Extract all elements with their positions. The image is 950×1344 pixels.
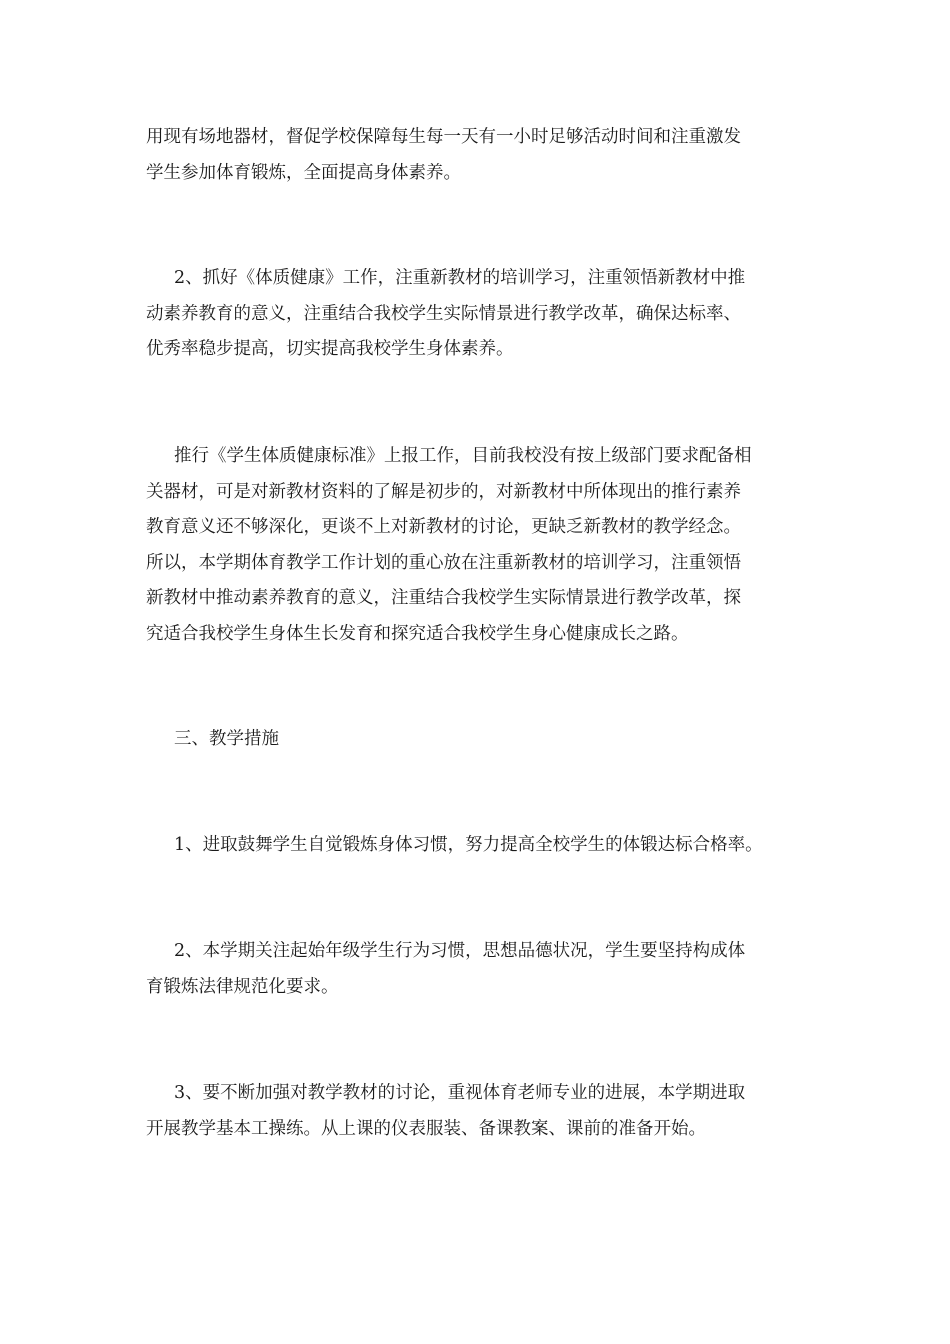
paragraph-line: 关器材，可是对新教材资料的了解是初步的，对新教材中所体现出的推行素养 [146, 481, 741, 502]
paragraph-line: 2、抓好《体质健康》工作，注重新教材的培训学习，注重领悟新教材中推 [174, 268, 746, 288]
paragraph-line: 新教材中推动素养教育的意义，注重结合我校学生实际情景进行教学改革，探 [146, 588, 741, 608]
paragraph-6 [146, 1076, 806, 1147]
paragraph-line: 究适合我校学生身体生长发育和探究适合我校学生身心健康成长之路。 [146, 623, 689, 644]
paragraph-line: 优秀率稳步提高，切实提高我校学生身体素养。 [146, 339, 514, 359]
paragraph-line: 所以，本学期体育教学工作计划的重心放在注重新教材的培训学习，注重领悟 [146, 552, 741, 573]
paragraph-1 [146, 120, 806, 191]
paragraph-line: 用现有场地器材，督促学校保障每生每一天有一小时足够活动时间和注重激发 [146, 127, 741, 147]
section-heading-text: 三、教学措施 [174, 729, 279, 749]
paragraph-line: 育锻炼法律规范化要求。 [146, 976, 339, 997]
paragraph-line: 推行《学生体质健康标准》上报工作，目前我校没有按上级部门要求配备相 [174, 446, 752, 466]
paragraph-2 [146, 261, 806, 368]
paragraph-line: 教育意义还不够深化，更谈不上对新教材的讨论，更缺乏新教材的教学经念。 [146, 517, 741, 537]
paragraph-5 [146, 934, 806, 1005]
section-heading [146, 722, 806, 758]
paragraph-line: 动素养教育的意义，注重结合我校学生实际情景进行教学改革，确保达标率、 [146, 303, 741, 324]
paragraph-line: 1、进取鼓舞学生自觉锻炼身体习惯，努力提高全校学生的体锻达标合格率。 [174, 835, 763, 855]
paragraph-line: 开展教学基本工操练。从上课的仪表服装、备课教案、课前的准备开始。 [146, 1118, 706, 1139]
paragraph-3 [146, 439, 806, 652]
paragraph-line: 3、要不断加强对教学教材的讨论，重视体育老师专业的进展，本学期进取 [174, 1083, 746, 1103]
paragraph-line: 学生参加体育锻炼，全面提高身体素养。 [146, 162, 461, 183]
paragraph-4 [146, 828, 806, 864]
paragraph-line: 2、本学期关注起始年级学生行为习惯，思想品德状况，学生要坚持构成体 [174, 941, 746, 961]
